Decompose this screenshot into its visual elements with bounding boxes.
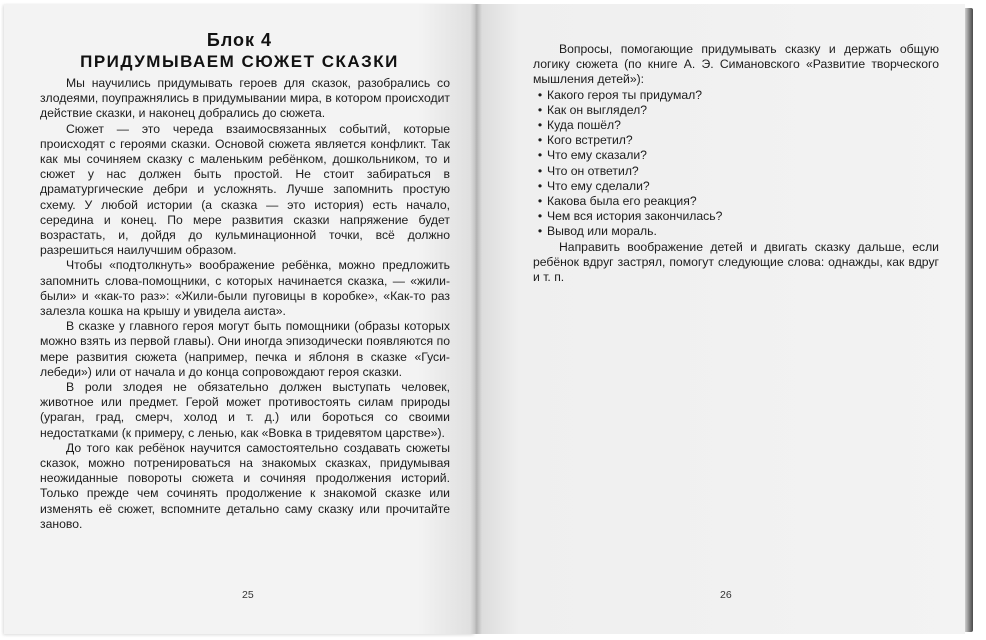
question-item — [533, 133, 939, 148]
right-page — [475, 4, 965, 634]
bullet-icon: • — [537, 87, 543, 102]
question-text: Куда пошёл? — [547, 118, 621, 133]
bullet-icon: • — [537, 194, 543, 209]
left-page-body — [40, 76, 450, 532]
page-stack-edge — [965, 8, 973, 632]
paragraph: До того как ребёнок научится самостоятельно создавать сюжеты сказок, можно потренироваться на знакомых сказках, придумывая неожиданные повороты сюжета и сочиняя продолжения историй. Только прежде чем сочинять продолжение к знакомой сказке или изменять её сюжет, вспомните детально саму сказку или прочитайте заново. — [40, 440, 450, 531]
closing-paragraph: Направить воображение детей и двигать сказку дальше, если ребёнок вдруг застрял, помогут следующие слова: однажды, как вдруг и т. п. — [533, 239, 939, 285]
book-gutter — [470, 4, 482, 634]
bullet-icon: • — [537, 163, 543, 178]
question-item — [533, 194, 939, 209]
question-item — [533, 179, 939, 194]
question-item — [533, 148, 939, 163]
block-label: Блок 4 — [206, 30, 273, 50]
question-text: Как он выглядел? — [547, 102, 647, 117]
question-list — [533, 88, 939, 240]
questions-intro: Вопросы, помогающие придумывать сказку и держать общую логику сюжета (по книге А. Э. Симановского «Развитие творческого мышления детей»): — [533, 42, 939, 87]
bullet-icon: • — [537, 102, 543, 117]
question-item — [533, 164, 939, 179]
chapter-heading — [4, 30, 475, 74]
question-item — [533, 224, 939, 239]
question-text: Вывод или мораль. — [547, 224, 657, 239]
left-page — [4, 4, 475, 634]
question-text: Чем вся история закончилась? — [547, 209, 723, 224]
page-number-right: 26 — [720, 589, 732, 601]
paragraph: В роли злодея не обязательно должен выступать человек, животное или предмет. Герой может противостоять силам природы (ураган, град, смерч, холод и т. д.) или бороться со своими недостатками (к примеру, с ленью, как «Вовка в тридевятом царстве»). — [40, 380, 450, 440]
bullet-icon: • — [537, 148, 543, 163]
question-text: Что он ответил? — [547, 163, 639, 178]
question-text: Какого героя ты придумал? — [547, 87, 702, 102]
page-number-left: 25 — [242, 589, 254, 601]
question-item — [533, 103, 939, 118]
paragraph: Сюжет — это череда взаимосвязанных событий, которые происходят с героями сказки. Основой сюжета является конфликт. Так как мы сочиняем сказку с маленьким ребёнком, дошкольником, то и сюжет у нас должен быть простой. Не стоит забираться в драматургические дебри и усложнять. Лучше запомнить простую схему. У любой истории (а сказка — это история) есть начало, середина и конец. По мере развития сказки напряжение будет возрастать, и, дойдя до кульминационной точки, всё должно разрешиться наилучшим образом. — [40, 121, 450, 258]
question-text: Кого встретил? — [547, 133, 633, 148]
paragraph: В сказке у главного героя могут быть помощники (образы которых можно взять из первой главы). Они иногда эпизодически появляются по мере развития сюжета (например, печка и яблоня в сказке «Гуси-лебеди») или от начала и до конца сопровождают героя сказки. — [40, 319, 450, 379]
question-text: Какова была его реакция? — [547, 194, 697, 209]
question-text: Что ему сделали? — [547, 178, 650, 193]
bullet-icon: • — [537, 209, 543, 224]
right-page-body — [533, 42, 939, 285]
question-item — [533, 209, 939, 224]
bullet-icon: • — [537, 178, 543, 193]
question-item — [533, 88, 939, 103]
bullet-icon: • — [537, 133, 543, 148]
bullet-icon: • — [537, 118, 543, 133]
paragraph: Чтобы «подтолкнуть» воображение ребёнка, можно предложить запомнить слова-помощники, с которых начинается сказка, — «жили-были» и «как-то раз»: «Жили-были пуговицы в коробке», «Как-то раз залезла кошка на крышу и увидела аиста». — [40, 258, 450, 319]
block-title: ПРИДУМЫВАЕМ СЮЖЕТ СКАЗКИ — [80, 52, 399, 71]
paragraph: Мы научились придумывать героев для сказок, разобрались со злодеями, поупражнялись в придумывании мира, в котором происходит действие сказки, и наконец добрались до сюжета. — [40, 76, 450, 121]
bullet-icon: • — [537, 224, 543, 239]
question-text: Что ему сказали? — [547, 148, 647, 163]
question-item — [533, 118, 939, 133]
